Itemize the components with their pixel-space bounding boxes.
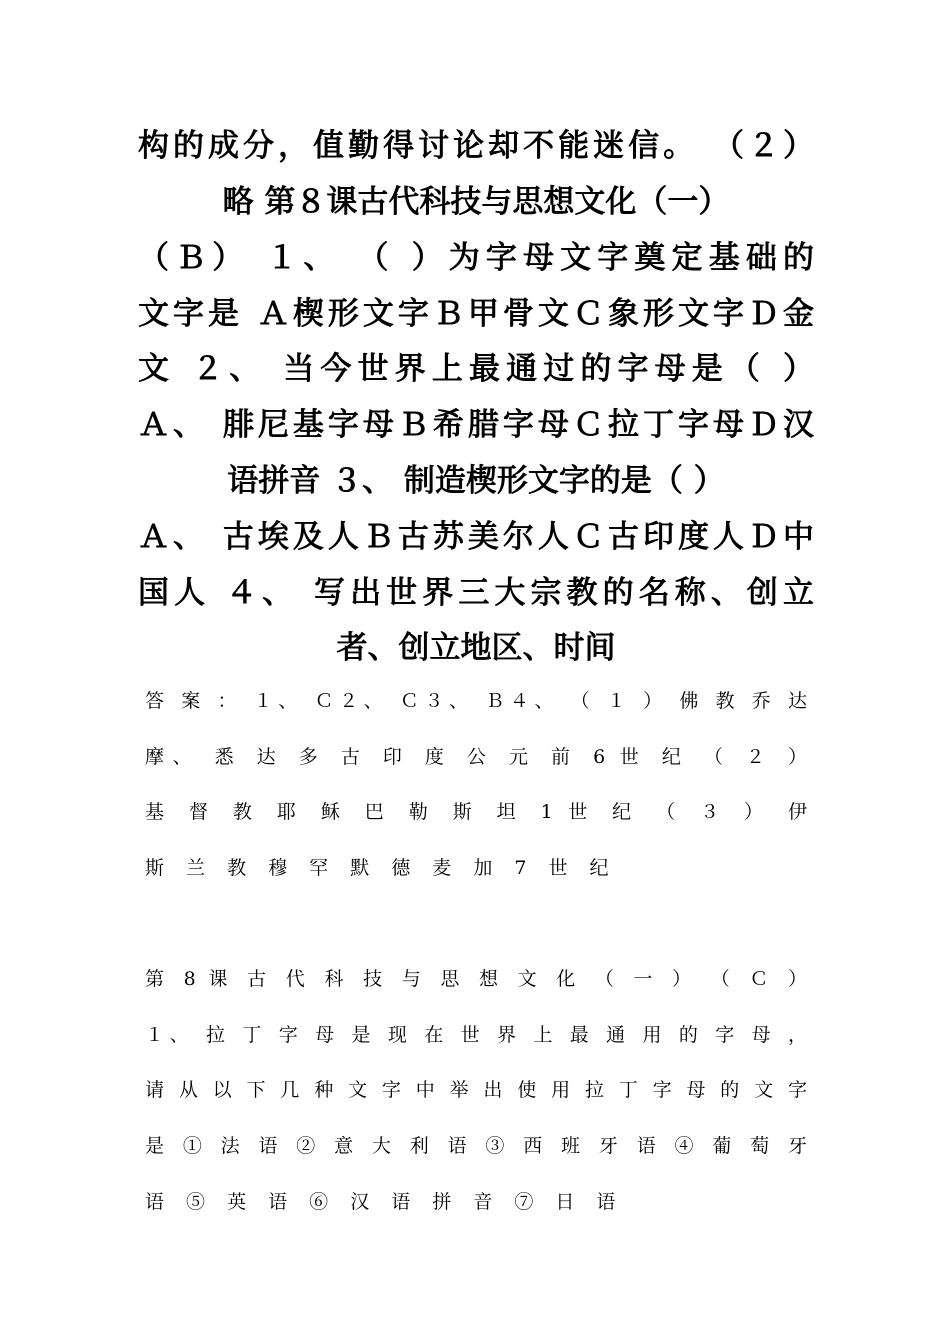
heading-line-10: 者、创立地区、时间	[336, 630, 616, 666]
section-c-line-1: 第 8 课 古 代 科 技 与 思 想 文 化 （ 一 ） （ Ｃ ）	[145, 968, 807, 990]
heading-line-3: （Ｂ） １、 （ ）为字母文字奠定基础的	[138, 240, 814, 276]
heading-line-1: 构的成分，值勤得讨论却不能迷信。 （２）	[138, 128, 814, 164]
answer-line-4: 斯 兰 教 穆 罕 默 德 麦 加 7 世 纪	[145, 857, 617, 879]
section-c-line-4: 是 ① 法 语 ② 意 大 利 语 ③ 西 班 牙 语 ④ 葡 萄 牙	[145, 1135, 807, 1157]
answer-line-1: 答 案 ： １、 Ｃ２、 Ｃ３、 Ｂ４、 （ １ ） 佛 教 乔 达	[145, 690, 807, 712]
answer-line-3: 基 督 教 耶 稣 巴 勒 斯 坦 1 世 纪 （ ３ ） 伊	[145, 801, 807, 823]
heading-line-8: Ａ、 古埃及人Ｂ古苏美尔人Ｃ古印度人Ｄ中	[138, 519, 814, 555]
heading-line-2: 略 第８课古代科技与思想文化（一）	[222, 184, 730, 220]
heading-line-7: 语拼音 ３、 制造楔形文字的是（ ）	[227, 463, 725, 499]
answer-line-2: 摩、 悉 达 多 古 印 度 公 元 前 6 世 纪 （ ２ ）	[145, 746, 807, 768]
section-c-line-2: １、 拉 丁 字 母 是 现 在 世 界 上 最 通 用 的 字 母 ，	[145, 1024, 807, 1046]
section-c-line-3: 请 从 以 下 几 种 文 字 中 举 出 使 用 拉 丁 字 母 的 文 字	[145, 1079, 807, 1101]
heading-line-6: Ａ、 腓尼基字母Ｂ希腊字母Ｃ拉丁字母Ｄ汉	[138, 407, 814, 443]
heading-line-5: 文 ２、 当今世界上最通过的字母是（ ）	[138, 351, 814, 387]
section-c-line-5: 语 ⑤ 英 语 ⑥ 汉 语 拼 音 ⑦ 日 语	[145, 1191, 624, 1213]
heading-line-9: 国人 ４、 写出世界三大宗教的名称、创立	[138, 575, 814, 611]
heading-line-4: 文字是 Ａ楔形文字Ｂ甲骨文Ｃ象形文字Ｄ金	[138, 296, 814, 332]
